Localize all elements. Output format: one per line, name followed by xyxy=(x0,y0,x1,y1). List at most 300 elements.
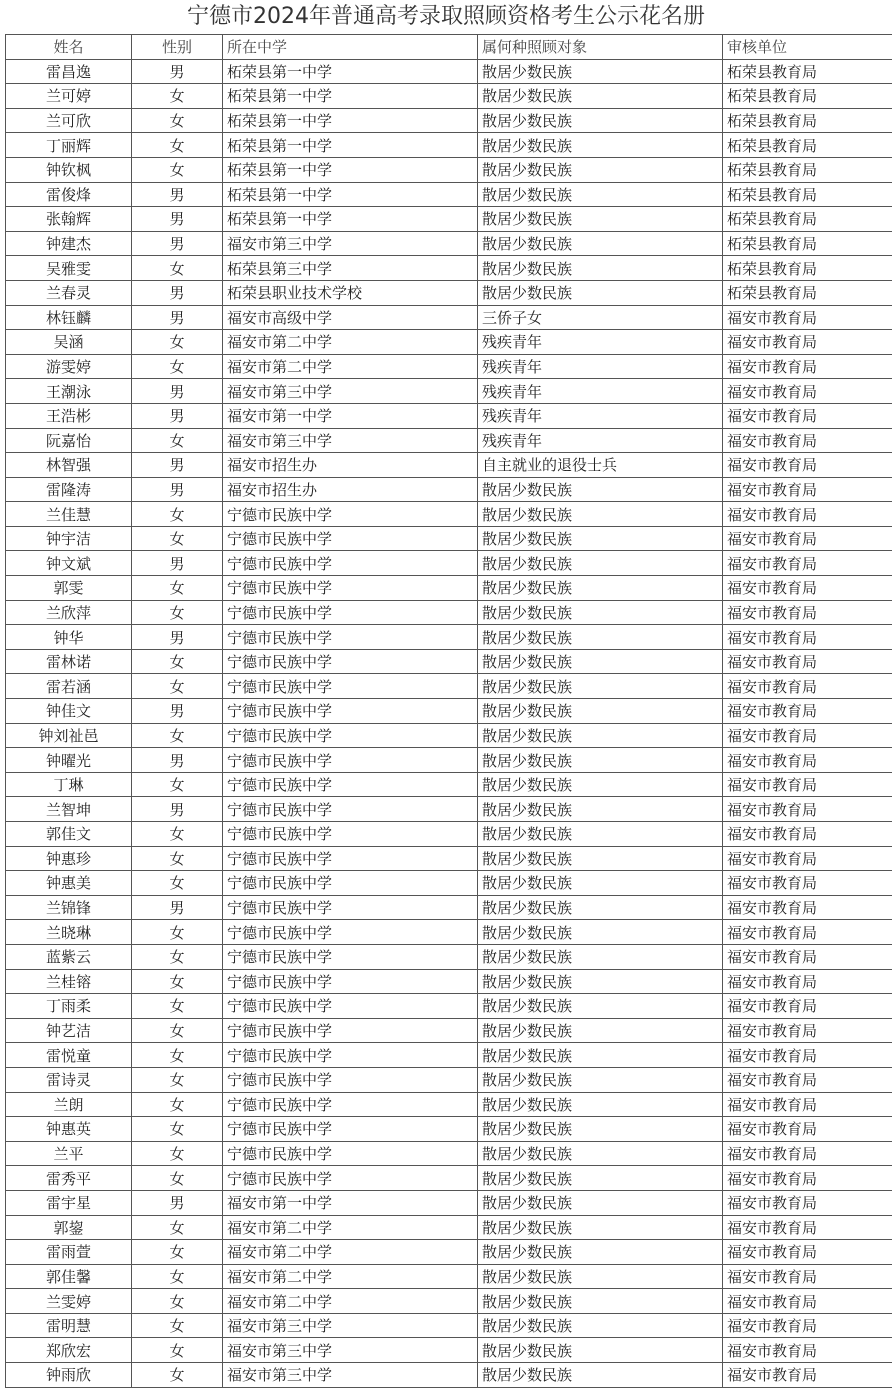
cell-gender: 女 xyxy=(132,526,223,551)
cell-gender: 女 xyxy=(132,871,223,896)
cell-care-type: 散居少数民族 xyxy=(478,1313,723,1338)
cell-name: 雷明慧 xyxy=(6,1313,132,1338)
cell-name: 雷雨萱 xyxy=(6,1240,132,1265)
cell-review-unit: 柘荣县教育局 xyxy=(723,84,892,109)
cell-review-unit: 福安市教育局 xyxy=(723,428,892,453)
table-row xyxy=(6,1338,892,1363)
cell-review-unit: 柘荣县教育局 xyxy=(723,207,892,232)
cell-gender: 女 xyxy=(132,428,223,453)
cell-name: 阮嘉怡 xyxy=(6,428,132,453)
cell-school: 柘荣县第一中学 xyxy=(223,108,478,133)
cell-care-type: 散居少数民族 xyxy=(478,182,723,207)
cell-gender: 女 xyxy=(132,108,223,133)
cell-care-type: 散居少数民族 xyxy=(478,674,723,699)
cell-gender: 男 xyxy=(132,797,223,822)
cell-school: 宁德市民族中学 xyxy=(223,699,478,724)
cell-school: 柘荣县第一中学 xyxy=(223,182,478,207)
cell-school: 福安市第三中学 xyxy=(223,1363,478,1388)
cell-review-unit: 柘荣县教育局 xyxy=(723,182,892,207)
cell-gender: 男 xyxy=(132,59,223,84)
cell-school: 柘荣县第一中学 xyxy=(223,59,478,84)
table-row xyxy=(6,1117,892,1142)
cell-name: 郭佳馨 xyxy=(6,1264,132,1289)
header-review-unit: 审核单位 xyxy=(723,35,892,60)
cell-review-unit: 福安市教育局 xyxy=(723,723,892,748)
cell-school: 福安市第三中学 xyxy=(223,231,478,256)
cell-care-type: 散居少数民族 xyxy=(478,1067,723,1092)
cell-review-unit: 福安市教育局 xyxy=(723,1215,892,1240)
cell-review-unit: 福安市教育局 xyxy=(723,403,892,428)
cell-name: 王浩彬 xyxy=(6,403,132,428)
cell-review-unit: 福安市教育局 xyxy=(723,576,892,601)
table-row xyxy=(6,231,892,256)
cell-care-type: 散居少数民族 xyxy=(478,1043,723,1068)
cell-school: 宁德市民族中学 xyxy=(223,674,478,699)
header-school: 所在中学 xyxy=(223,35,478,60)
cell-gender: 女 xyxy=(132,84,223,109)
cell-review-unit: 福安市教育局 xyxy=(723,748,892,773)
cell-gender: 女 xyxy=(132,846,223,871)
cell-gender: 男 xyxy=(132,895,223,920)
table-row xyxy=(6,305,892,330)
table-row xyxy=(6,772,892,797)
table-row xyxy=(6,895,892,920)
cell-name: 雷俊烽 xyxy=(6,182,132,207)
table-row xyxy=(6,502,892,527)
cell-gender: 女 xyxy=(132,1313,223,1338)
cell-name: 丁琳 xyxy=(6,772,132,797)
cell-school: 宁德市民族中学 xyxy=(223,748,478,773)
cell-care-type: 散居少数民族 xyxy=(478,280,723,305)
cell-name: 钟建杰 xyxy=(6,231,132,256)
cell-care-type: 自主就业的退役士兵 xyxy=(478,453,723,478)
cell-name: 雷诗灵 xyxy=(6,1067,132,1092)
cell-gender: 男 xyxy=(132,748,223,773)
cell-school: 福安市第三中学 xyxy=(223,379,478,404)
cell-school: 宁德市民族中学 xyxy=(223,846,478,871)
cell-gender: 男 xyxy=(132,699,223,724)
cell-care-type: 散居少数民族 xyxy=(478,649,723,674)
cell-gender: 女 xyxy=(132,256,223,281)
cell-school: 福安市第二中学 xyxy=(223,330,478,355)
header-gender: 性别 xyxy=(132,35,223,60)
table-row xyxy=(6,108,892,133)
cell-review-unit: 福安市教育局 xyxy=(723,1190,892,1215)
cell-review-unit: 福安市教育局 xyxy=(723,502,892,527)
document-title: 宁德市2024年普通高考录取照顾资格考生公示花名册 xyxy=(187,4,705,29)
cell-review-unit: 福安市教育局 xyxy=(723,625,892,650)
cell-gender: 女 xyxy=(132,133,223,158)
cell-review-unit: 福安市教育局 xyxy=(723,1018,892,1043)
cell-care-type: 散居少数民族 xyxy=(478,699,723,724)
table-row xyxy=(6,1289,892,1314)
cell-gender: 女 xyxy=(132,1117,223,1142)
cell-review-unit: 福安市教育局 xyxy=(723,920,892,945)
cell-review-unit: 福安市教育局 xyxy=(723,1363,892,1388)
cell-school: 宁德市民族中学 xyxy=(223,895,478,920)
cell-name: 兰桂镕 xyxy=(6,969,132,994)
cell-school: 柘荣县第一中学 xyxy=(223,133,478,158)
cell-care-type: 散居少数民族 xyxy=(478,600,723,625)
table-row xyxy=(6,59,892,84)
cell-care-type: 残疾青年 xyxy=(478,428,723,453)
cell-school: 宁德市民族中学 xyxy=(223,625,478,650)
cell-review-unit: 福安市教育局 xyxy=(723,649,892,674)
table-row xyxy=(6,1092,892,1117)
cell-school: 宁德市民族中学 xyxy=(223,944,478,969)
cell-gender: 女 xyxy=(132,994,223,1019)
cell-name: 郭鋆 xyxy=(6,1215,132,1240)
table-row xyxy=(6,748,892,773)
cell-review-unit: 福安市教育局 xyxy=(723,822,892,847)
cell-care-type: 残疾青年 xyxy=(478,403,723,428)
cell-name: 郑欣宏 xyxy=(6,1338,132,1363)
cell-review-unit: 福安市教育局 xyxy=(723,1092,892,1117)
cell-name: 钟华 xyxy=(6,625,132,650)
cell-name: 钟惠英 xyxy=(6,1117,132,1142)
cell-name: 兰平 xyxy=(6,1141,132,1166)
cell-gender: 女 xyxy=(132,649,223,674)
cell-school: 福安市第二中学 xyxy=(223,1289,478,1314)
table-row xyxy=(6,1264,892,1289)
cell-school: 宁德市民族中学 xyxy=(223,822,478,847)
cell-name: 丁雨柔 xyxy=(6,994,132,1019)
cell-review-unit: 福安市教育局 xyxy=(723,1240,892,1265)
cell-gender: 女 xyxy=(132,920,223,945)
cell-school: 宁德市民族中学 xyxy=(223,1043,478,1068)
table-row xyxy=(6,330,892,355)
table-row xyxy=(6,1166,892,1191)
cell-name: 雷昌逸 xyxy=(6,59,132,84)
cell-review-unit: 福安市教育局 xyxy=(723,797,892,822)
cell-review-unit: 福安市教育局 xyxy=(723,551,892,576)
cell-care-type: 散居少数民族 xyxy=(478,748,723,773)
cell-care-type: 散居少数民族 xyxy=(478,1190,723,1215)
table-row xyxy=(6,1190,892,1215)
table-row xyxy=(6,1240,892,1265)
table-row xyxy=(6,403,892,428)
table-row xyxy=(6,182,892,207)
cell-school: 福安市第一中学 xyxy=(223,1190,478,1215)
table-row xyxy=(6,600,892,625)
cell-name: 钟雨欣 xyxy=(6,1363,132,1388)
cell-name: 王潮泳 xyxy=(6,379,132,404)
cell-review-unit: 福安市教育局 xyxy=(723,600,892,625)
cell-name: 蓝紫云 xyxy=(6,944,132,969)
cell-review-unit: 福安市教育局 xyxy=(723,994,892,1019)
cell-review-unit: 福安市教育局 xyxy=(723,1289,892,1314)
cell-school: 宁德市民族中学 xyxy=(223,600,478,625)
cell-school: 宁德市民族中学 xyxy=(223,1092,478,1117)
table-row xyxy=(6,84,892,109)
cell-name: 雷秀平 xyxy=(6,1166,132,1191)
cell-care-type: 散居少数民族 xyxy=(478,895,723,920)
table-row xyxy=(6,1141,892,1166)
cell-gender: 男 xyxy=(132,403,223,428)
cell-gender: 男 xyxy=(132,231,223,256)
cell-school: 宁德市民族中学 xyxy=(223,1018,478,1043)
cell-care-type: 散居少数民族 xyxy=(478,84,723,109)
cell-care-type: 散居少数民族 xyxy=(478,108,723,133)
cell-school: 宁德市民族中学 xyxy=(223,994,478,1019)
cell-gender: 女 xyxy=(132,330,223,355)
cell-care-type: 散居少数民族 xyxy=(478,1092,723,1117)
cell-school: 宁德市民族中学 xyxy=(223,723,478,748)
table-row xyxy=(6,133,892,158)
table-row xyxy=(6,871,892,896)
table-row xyxy=(6,649,892,674)
table-row xyxy=(6,280,892,305)
cell-name: 雷林诺 xyxy=(6,649,132,674)
cell-review-unit: 福安市教育局 xyxy=(723,526,892,551)
cell-gender: 女 xyxy=(132,1092,223,1117)
cell-review-unit: 福安市教育局 xyxy=(723,1117,892,1142)
cell-gender: 男 xyxy=(132,280,223,305)
cell-gender: 女 xyxy=(132,1166,223,1191)
cell-school: 宁德市民族中学 xyxy=(223,502,478,527)
cell-care-type: 散居少数民族 xyxy=(478,1141,723,1166)
cell-gender: 女 xyxy=(132,723,223,748)
table-row xyxy=(6,723,892,748)
cell-gender: 女 xyxy=(132,772,223,797)
cell-name: 兰雯婷 xyxy=(6,1289,132,1314)
cell-gender: 女 xyxy=(132,944,223,969)
cell-school: 宁德市民族中学 xyxy=(223,920,478,945)
cell-care-type: 散居少数民族 xyxy=(478,551,723,576)
table-row xyxy=(6,1215,892,1240)
cell-gender: 男 xyxy=(132,477,223,502)
cell-name: 雷悦童 xyxy=(6,1043,132,1068)
cell-care-type: 残疾青年 xyxy=(478,354,723,379)
cell-review-unit: 福安市教育局 xyxy=(723,1166,892,1191)
cell-school: 宁德市民族中学 xyxy=(223,1166,478,1191)
cell-review-unit: 福安市教育局 xyxy=(723,944,892,969)
cell-name: 兰晓琳 xyxy=(6,920,132,945)
cell-care-type: 散居少数民族 xyxy=(478,59,723,84)
cell-gender: 女 xyxy=(132,157,223,182)
cell-review-unit: 柘荣县教育局 xyxy=(723,256,892,281)
cell-review-unit: 柘荣县教育局 xyxy=(723,133,892,158)
cell-care-type: 散居少数民族 xyxy=(478,207,723,232)
cell-review-unit: 福安市教育局 xyxy=(723,1338,892,1363)
table-row xyxy=(6,699,892,724)
cell-gender: 女 xyxy=(132,1215,223,1240)
cell-school: 福安市第二中学 xyxy=(223,1264,478,1289)
table-row xyxy=(6,428,892,453)
cell-school: 福安市第二中学 xyxy=(223,1215,478,1240)
cell-gender: 女 xyxy=(132,1018,223,1043)
cell-care-type: 散居少数民族 xyxy=(478,1117,723,1142)
cell-review-unit: 福安市教育局 xyxy=(723,1067,892,1092)
cell-gender: 女 xyxy=(132,354,223,379)
cell-care-type: 散居少数民族 xyxy=(478,625,723,650)
cell-school: 福安市第二中学 xyxy=(223,1240,478,1265)
cell-review-unit: 福安市教育局 xyxy=(723,969,892,994)
cell-gender: 女 xyxy=(132,822,223,847)
table-row xyxy=(6,256,892,281)
cell-review-unit: 柘荣县教育局 xyxy=(723,231,892,256)
table-row xyxy=(6,157,892,182)
cell-name: 吴雅雯 xyxy=(6,256,132,281)
cell-care-type: 散居少数民族 xyxy=(478,1363,723,1388)
cell-gender: 男 xyxy=(132,625,223,650)
cell-school: 宁德市民族中学 xyxy=(223,526,478,551)
table-header-row xyxy=(6,35,892,60)
cell-name: 雷隆涛 xyxy=(6,477,132,502)
cell-gender: 男 xyxy=(132,551,223,576)
table-row xyxy=(6,674,892,699)
cell-gender: 男 xyxy=(132,207,223,232)
cell-name: 兰欣萍 xyxy=(6,600,132,625)
cell-gender: 女 xyxy=(132,1264,223,1289)
cell-review-unit: 柘荣县教育局 xyxy=(723,108,892,133)
cell-name: 钟惠珍 xyxy=(6,846,132,871)
table-row xyxy=(6,969,892,994)
cell-name: 兰锦锋 xyxy=(6,895,132,920)
cell-review-unit: 福安市教育局 xyxy=(723,871,892,896)
table-row xyxy=(6,207,892,232)
cell-care-type: 散居少数民族 xyxy=(478,797,723,822)
cell-care-type: 散居少数民族 xyxy=(478,477,723,502)
cell-name: 钟曜光 xyxy=(6,748,132,773)
cell-name: 钟钦枫 xyxy=(6,157,132,182)
cell-name: 钟佳文 xyxy=(6,699,132,724)
table-row xyxy=(6,1043,892,1068)
cell-care-type: 散居少数民族 xyxy=(478,1338,723,1363)
cell-school: 宁德市民族中学 xyxy=(223,871,478,896)
table-row xyxy=(6,822,892,847)
cell-school: 柘荣县第三中学 xyxy=(223,256,478,281)
table-row xyxy=(6,846,892,871)
table-row xyxy=(6,994,892,1019)
cell-name: 游雯婷 xyxy=(6,354,132,379)
cell-school: 柘荣县第一中学 xyxy=(223,157,478,182)
cell-review-unit: 福安市教育局 xyxy=(723,1043,892,1068)
cell-gender: 男 xyxy=(132,182,223,207)
cell-gender: 女 xyxy=(132,576,223,601)
cell-school: 柘荣县第一中学 xyxy=(223,207,478,232)
table-row xyxy=(6,1018,892,1043)
cell-care-type: 散居少数民族 xyxy=(478,1215,723,1240)
cell-gender: 女 xyxy=(132,1240,223,1265)
cell-gender: 男 xyxy=(132,1190,223,1215)
cell-review-unit: 福安市教育局 xyxy=(723,1141,892,1166)
cell-school: 宁德市民族中学 xyxy=(223,1141,478,1166)
cell-name: 雷宇星 xyxy=(6,1190,132,1215)
cell-name: 雷若涵 xyxy=(6,674,132,699)
cell-care-type: 散居少数民族 xyxy=(478,1289,723,1314)
cell-review-unit: 福安市教育局 xyxy=(723,846,892,871)
cell-review-unit: 福安市教育局 xyxy=(723,1264,892,1289)
cell-name: 林智强 xyxy=(6,453,132,478)
cell-school: 柘荣县职业技术学校 xyxy=(223,280,478,305)
cell-care-type: 散居少数民族 xyxy=(478,1264,723,1289)
cell-care-type: 散居少数民族 xyxy=(478,256,723,281)
cell-care-type: 散居少数民族 xyxy=(478,1166,723,1191)
cell-school: 福安市招生办 xyxy=(223,453,478,478)
cell-care-type: 散居少数民族 xyxy=(478,576,723,601)
cell-name: 兰可欣 xyxy=(6,108,132,133)
table-row xyxy=(6,453,892,478)
table-row xyxy=(6,944,892,969)
cell-school: 宁德市民族中学 xyxy=(223,649,478,674)
cell-care-type: 散居少数民族 xyxy=(478,822,723,847)
cell-review-unit: 福安市教育局 xyxy=(723,379,892,404)
cell-name: 郭佳文 xyxy=(6,822,132,847)
header-name: 姓名 xyxy=(6,35,132,60)
cell-care-type: 散居少数民族 xyxy=(478,944,723,969)
cell-care-type: 散居少数民族 xyxy=(478,133,723,158)
cell-gender: 女 xyxy=(132,1141,223,1166)
cell-name: 林钰麟 xyxy=(6,305,132,330)
cell-name: 吴涵 xyxy=(6,330,132,355)
cell-care-type: 散居少数民族 xyxy=(478,920,723,945)
cell-gender: 女 xyxy=(132,1363,223,1388)
cell-review-unit: 福安市教育局 xyxy=(723,477,892,502)
cell-review-unit: 福安市教育局 xyxy=(723,674,892,699)
cell-name: 兰可婷 xyxy=(6,84,132,109)
cell-review-unit: 福安市教育局 xyxy=(723,1313,892,1338)
cell-school: 福安市第二中学 xyxy=(223,354,478,379)
cell-care-type: 三侨子女 xyxy=(478,305,723,330)
cell-name: 郭雯 xyxy=(6,576,132,601)
cell-care-type: 散居少数民族 xyxy=(478,969,723,994)
cell-gender: 女 xyxy=(132,1067,223,1092)
cell-review-unit: 柘荣县教育局 xyxy=(723,157,892,182)
cell-name: 兰智坤 xyxy=(6,797,132,822)
cell-review-unit: 福安市教育局 xyxy=(723,330,892,355)
table-row xyxy=(6,1313,892,1338)
cell-gender: 男 xyxy=(132,305,223,330)
cell-name: 钟宇洁 xyxy=(6,526,132,551)
cell-name: 丁丽辉 xyxy=(6,133,132,158)
cell-school: 福安市第三中学 xyxy=(223,1313,478,1338)
roster-table xyxy=(5,34,892,1388)
cell-name: 兰朗 xyxy=(6,1092,132,1117)
cell-gender: 女 xyxy=(132,1338,223,1363)
cell-review-unit: 福安市教育局 xyxy=(723,895,892,920)
cell-care-type: 散居少数民族 xyxy=(478,526,723,551)
table-row xyxy=(6,1363,892,1388)
cell-review-unit: 柘荣县教育局 xyxy=(723,280,892,305)
cell-school: 柘荣县第一中学 xyxy=(223,84,478,109)
cell-gender: 女 xyxy=(132,1043,223,1068)
cell-review-unit: 福安市教育局 xyxy=(723,354,892,379)
cell-school: 福安市招生办 xyxy=(223,477,478,502)
table-row xyxy=(6,625,892,650)
cell-care-type: 散居少数民族 xyxy=(478,502,723,527)
cell-gender: 女 xyxy=(132,502,223,527)
header-care-type: 属何种照顾对象 xyxy=(478,35,723,60)
cell-care-type: 散居少数民族 xyxy=(478,1018,723,1043)
cell-school: 宁德市民族中学 xyxy=(223,551,478,576)
table-row xyxy=(6,551,892,576)
table-row xyxy=(6,1067,892,1092)
cell-school: 宁德市民族中学 xyxy=(223,772,478,797)
cell-name: 钟惠美 xyxy=(6,871,132,896)
cell-school: 福安市第三中学 xyxy=(223,428,478,453)
cell-care-type: 残疾青年 xyxy=(478,330,723,355)
cell-school: 福安市高级中学 xyxy=(223,305,478,330)
cell-care-type: 散居少数民族 xyxy=(478,1240,723,1265)
cell-name: 兰春灵 xyxy=(6,280,132,305)
cell-gender: 女 xyxy=(132,600,223,625)
table-row xyxy=(6,797,892,822)
cell-review-unit: 福安市教育局 xyxy=(723,453,892,478)
cell-gender: 女 xyxy=(132,969,223,994)
table-row xyxy=(6,576,892,601)
cell-care-type: 散居少数民族 xyxy=(478,231,723,256)
